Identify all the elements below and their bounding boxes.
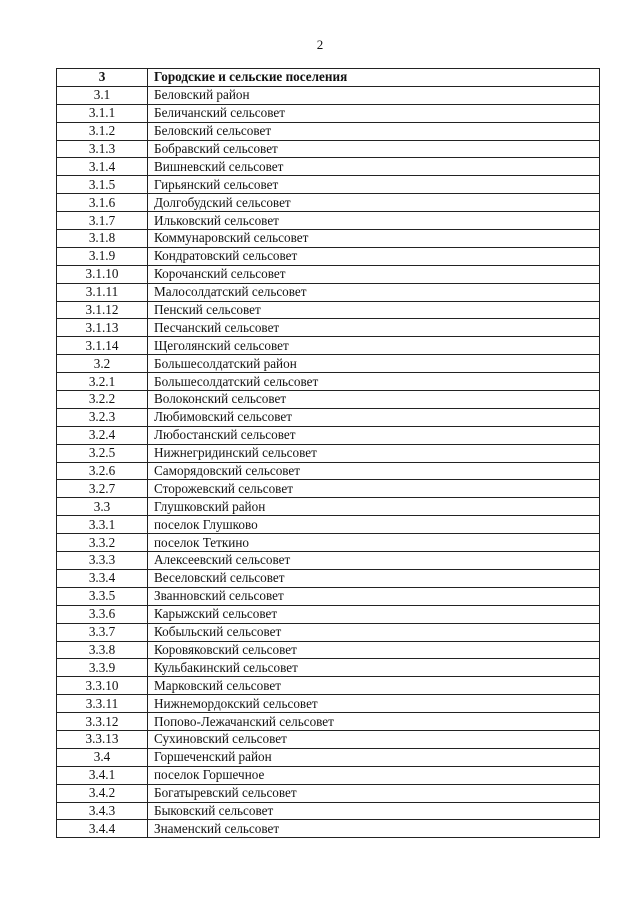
header-name-cell: Городские и сельские поселения: [148, 69, 600, 87]
table-row: [57, 444, 600, 462]
row-name-cell: Сторожевский сельсовет: [148, 480, 600, 498]
row-code-cell: 3.1.6: [57, 194, 148, 212]
row-name-cell: Беловский район: [148, 86, 600, 104]
row-code-cell: 3.2: [57, 355, 148, 373]
table-row: [57, 194, 600, 212]
row-code-cell: 3.3.9: [57, 659, 148, 677]
row-code-cell: 3.3.12: [57, 713, 148, 731]
row-name-cell: Гирьянский сельсовет: [148, 176, 600, 194]
table-row: [57, 86, 600, 104]
row-name-cell: Глушковский район: [148, 498, 600, 516]
table-row: [57, 569, 600, 587]
row-name-cell: Беловский сельсовет: [148, 122, 600, 140]
row-name-cell: поселок Теткино: [148, 534, 600, 552]
row-code-cell: 3.1.12: [57, 301, 148, 319]
table-row: [57, 659, 600, 677]
table-row: [57, 247, 600, 265]
row-name-cell: Пенский сельсовет: [148, 301, 600, 319]
table-row: [57, 748, 600, 766]
row-code-cell: 3.2.6: [57, 462, 148, 480]
row-name-cell: Кульбакинский сельсовет: [148, 659, 600, 677]
row-name-cell: Нижнемордокский сельсовет: [148, 695, 600, 713]
table-row: [57, 713, 600, 731]
table-row: [57, 408, 600, 426]
row-code-cell: 3.1.5: [57, 176, 148, 194]
table-row: [57, 534, 600, 552]
row-code-cell: 3.3.2: [57, 534, 148, 552]
table-row: [57, 623, 600, 641]
table-row: [57, 641, 600, 659]
row-code-cell: 3.1.3: [57, 140, 148, 158]
row-code-cell: 3.2.7: [57, 480, 148, 498]
row-code-cell: 3.1.10: [57, 265, 148, 283]
row-name-cell: Богатыревский сельсовет: [148, 784, 600, 802]
page-number: 2: [316, 37, 324, 52]
row-name-cell: Марковский сельсовет: [148, 677, 600, 695]
row-code-cell: 3.2.2: [57, 391, 148, 409]
row-name-cell: Большесолдатский сельсовет: [148, 373, 600, 391]
table-row: [57, 265, 600, 283]
table-row: [57, 373, 600, 391]
table-row: [57, 552, 600, 570]
table-body: [57, 86, 600, 837]
row-name-cell: Бобравский сельсовет: [148, 140, 600, 158]
table-row: [57, 212, 600, 230]
row-name-cell: Корочанский сельсовет: [148, 265, 600, 283]
row-name-cell: Горшеченский район: [148, 748, 600, 766]
row-code-cell: 3.1.13: [57, 319, 148, 337]
row-name-cell: Волоконский сельсовет: [148, 391, 600, 409]
row-code-cell: 3.1.14: [57, 337, 148, 355]
row-code-cell: 3.4: [57, 748, 148, 766]
table-row: [57, 176, 600, 194]
row-name-cell: Песчанский сельсовет: [148, 319, 600, 337]
row-code-cell: 3.3.3: [57, 552, 148, 570]
row-name-cell: Вишневский сельсовет: [148, 158, 600, 176]
table-row: [57, 283, 600, 301]
row-name-cell: Любимовский сельсовет: [148, 408, 600, 426]
row-code-cell: 3.3.13: [57, 730, 148, 748]
row-name-cell: Любостанский сельсовет: [148, 426, 600, 444]
row-code-cell: 3.1.8: [57, 230, 148, 248]
row-name-cell: Званновский сельсовет: [148, 587, 600, 605]
row-code-cell: 3.2.5: [57, 444, 148, 462]
row-code-cell: 3.3.10: [57, 677, 148, 695]
row-code-cell: 3.4.2: [57, 784, 148, 802]
row-name-cell: Нижнегридинский сельсовет: [148, 444, 600, 462]
row-code-cell: 3.3.6: [57, 605, 148, 623]
settlements-table-container: [56, 68, 599, 838]
table-row: [57, 498, 600, 516]
table-row: [57, 391, 600, 409]
row-name-cell: Быковский сельсовет: [148, 802, 600, 820]
row-name-cell: поселок Горшечное: [148, 766, 600, 784]
row-name-cell: Кондратовский сельсовет: [148, 247, 600, 265]
row-name-cell: Ильковский сельсовет: [148, 212, 600, 230]
table-row: [57, 766, 600, 784]
row-code-cell: 3.4.3: [57, 802, 148, 820]
header-code-cell: 3: [57, 69, 148, 87]
row-name-cell: Саморядовский сельсовет: [148, 462, 600, 480]
row-code-cell: 3.3.8: [57, 641, 148, 659]
row-code-cell: 3.1.4: [57, 158, 148, 176]
row-code-cell: 3.3.4: [57, 569, 148, 587]
row-name-cell: поселок Глушково: [148, 516, 600, 534]
row-name-cell: Попово-Лежачанский сельсовет: [148, 713, 600, 731]
table-row: [57, 695, 600, 713]
table-row: [57, 802, 600, 820]
table-row: [57, 230, 600, 248]
row-name-cell: Коровяковский сельсовет: [148, 641, 600, 659]
table-row: [57, 104, 600, 122]
row-code-cell: 3.3.7: [57, 623, 148, 641]
table-row: [57, 319, 600, 337]
table-row: [57, 355, 600, 373]
table-row: [57, 480, 600, 498]
row-code-cell: 3.3.1: [57, 516, 148, 534]
row-name-cell: Знаменский сельсовет: [148, 820, 600, 838]
settlements-table: [56, 68, 600, 838]
table-row: [57, 337, 600, 355]
table-row: [57, 462, 600, 480]
row-code-cell: 3.1.11: [57, 283, 148, 301]
table-row: [57, 158, 600, 176]
table-row: [57, 301, 600, 319]
table-row: [57, 730, 600, 748]
table-header-row: [57, 69, 600, 87]
table-row: [57, 784, 600, 802]
table-row: [57, 605, 600, 623]
table-row: [57, 122, 600, 140]
row-name-cell: Беличанский сельсовет: [148, 104, 600, 122]
row-code-cell: 3.1.2: [57, 122, 148, 140]
table-row: [57, 820, 600, 838]
row-name-cell: Веселовский сельсовет: [148, 569, 600, 587]
table-row: [57, 677, 600, 695]
row-code-cell: 3.4.1: [57, 766, 148, 784]
row-code-cell: 3.3: [57, 498, 148, 516]
row-name-cell: Алексеевский сельсовет: [148, 552, 600, 570]
row-name-cell: Карыжский сельсовет: [148, 605, 600, 623]
row-code-cell: 3.2.3: [57, 408, 148, 426]
table-row: [57, 516, 600, 534]
row-name-cell: Сухиновский сельсовет: [148, 730, 600, 748]
table-row: [57, 587, 600, 605]
row-code-cell: 3.4.4: [57, 820, 148, 838]
row-name-cell: Щеголянский сельсовет: [148, 337, 600, 355]
row-name-cell: Малосолдатский сельсовет: [148, 283, 600, 301]
row-code-cell: 3.3.5: [57, 587, 148, 605]
row-name-cell: Большесолдатский район: [148, 355, 600, 373]
row-code-cell: 3.3.11: [57, 695, 148, 713]
row-name-cell: Долгобудский сельсовет: [148, 194, 600, 212]
table-row: [57, 426, 600, 444]
row-name-cell: Кобыльский сельсовет: [148, 623, 600, 641]
table-row: [57, 140, 600, 158]
row-code-cell: 3.1.1: [57, 104, 148, 122]
row-code-cell: 3.1.9: [57, 247, 148, 265]
row-code-cell: 3.1: [57, 86, 148, 104]
row-code-cell: 3.2.4: [57, 426, 148, 444]
row-code-cell: 3.1.7: [57, 212, 148, 230]
row-name-cell: Коммунаровский сельсовет: [148, 230, 600, 248]
row-code-cell: 3.2.1: [57, 373, 148, 391]
